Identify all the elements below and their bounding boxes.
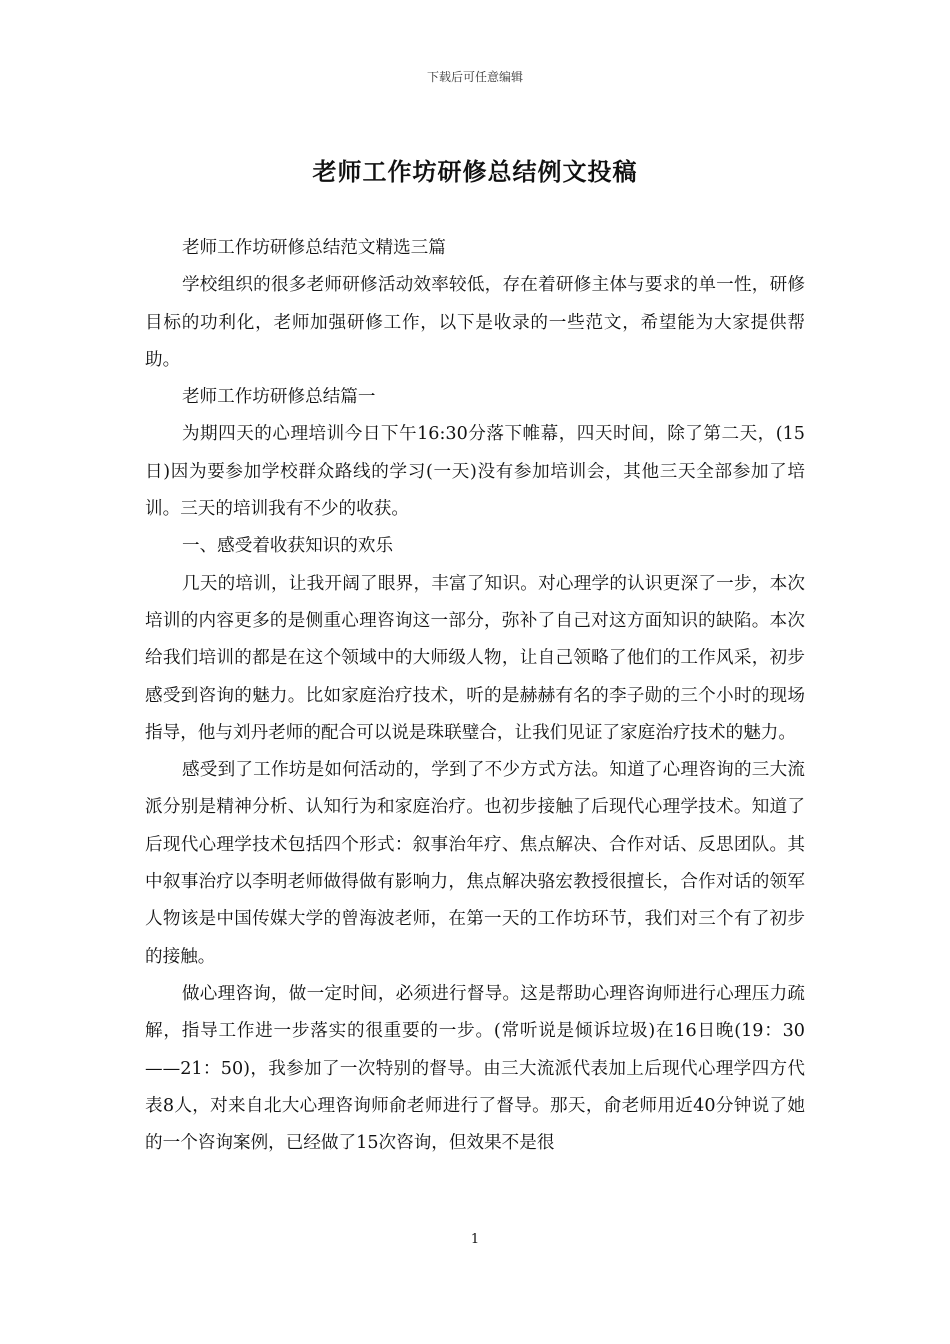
paragraph: 感受到了工作坊是如何活动的，学到了不少方式方法。知道了心理咨询的三大流派分别是精神分析、认知行为和家庭治疗。也初步接触了后现代心理学技术。知道了后现代心理学技术包括四个形式：叙事治年疗、焦点解决、合作对话、反思团队。其中叙事治疗以李明老师做得做有影响力，焦点解决骆宏教授很擅长，合作对话的领军人物该是中国传媒大学的曾海波老师，在第一天的工作坊环节，我们对三个有了初步的接触。 (145, 760, 805, 967)
paragraph: 做心理咨询，做一定时间，必须进行督导。这是帮助心理咨询师进行心理压力疏解，指导工作进一步落实的很重要的一步。(常听说是倾诉垃圾)在16日晚(19：30——21：50)，我参加了一次特别的督导。由三大流派代表加上后现代心理学四方代表8人，对来自北大心理咨询师俞老师进行了督导。那天，俞老师用近40分钟说了她的一个咨询案例，已经做了15次咨询，但效果不是很 (145, 983, 805, 1154)
paragraph: 为期四天的心理培训今日下午16:30分落下帷幕，四天时间，除了第二天，(15日)因为要参加学校群众路线的学习(一天)没有参加培训会，其他三天全部参加了培训。三天的培训我有不少的收获。 (145, 424, 805, 520)
section-heading: 老师工作坊研修总结范文精选三篇 (181, 238, 446, 258)
header-note: 下载后可任意编辑 (426, 70, 523, 84)
section-heading: 老师工作坊研修总结篇一 (181, 387, 376, 408)
document-title: 老师工作坊研修总结例文投稿 (312, 157, 638, 186)
paragraph: 几天的培训，让我开阔了眼界，丰富了知识。对心理学的认识更深了一步，本次培训的内容更多的是侧重心理咨询这一部分，弥补了自己对这方面知识的缺陷。本次给我们培训的都是在这个领域中的大师级人物，让自己领略了他们的工作风采，初步感受到咨询的魅力。比如家庭治疗技术，听的是赫赫有名的李子勋的三个小时的现场指导，他与刘丹老师的配合可以说是珠联璧合，让我们见证了家庭治疗技术的魅力。 (145, 573, 805, 743)
page-number: 1 (470, 1232, 480, 1247)
paragraph: 学校组织的很多老师研修活动效率较低，存在着研修主体与要求的单一性，研修目标的功利化，老师加强研修工作，以下是收录的一些范文，希望能为大家提供帮助。 (145, 275, 805, 370)
document-body (145, 230, 805, 1162)
section-heading: 一、感受着收获知识的欢乐 (181, 536, 394, 557)
